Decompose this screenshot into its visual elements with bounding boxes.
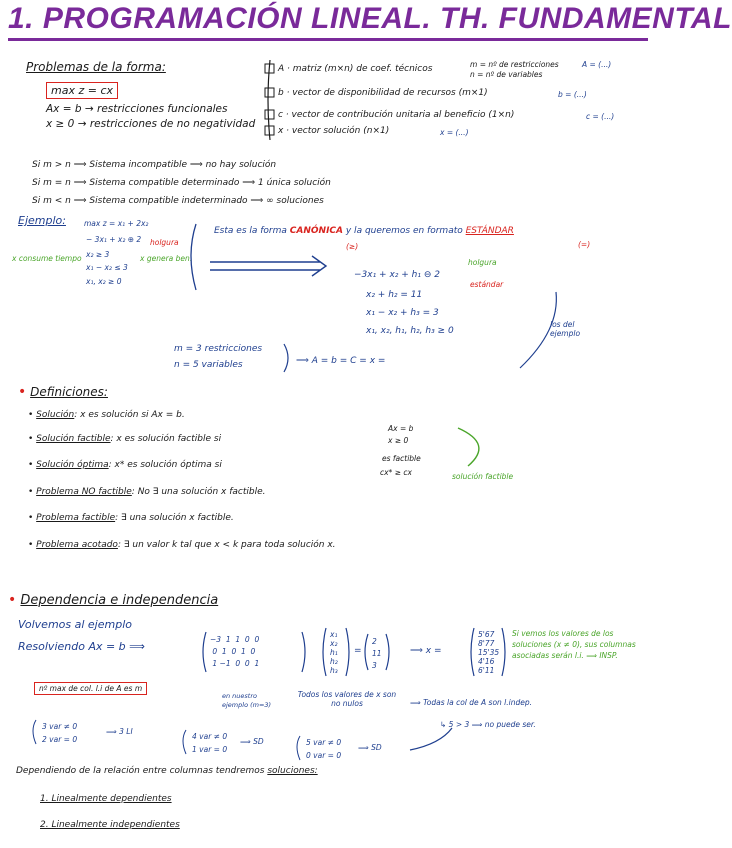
bvec-entry: 11	[372, 649, 382, 658]
mn-brace	[284, 344, 288, 372]
si-item-1: Si m > n ⟹ Sistema incompatible ⟹ no hay solución	[32, 160, 277, 170]
canonica-text1: Esta es la forma	[214, 226, 287, 236]
vector-b-example: b = (...)	[558, 90, 587, 99]
def-term: Problema acotado	[36, 540, 118, 550]
matrix-equation-labels: ⟹ A = b = C = x =	[296, 356, 386, 366]
matrix-row: 1 −1 0 0 1	[210, 659, 260, 668]
xsol-entry: 15'35	[478, 648, 500, 657]
sign-estandar: (=)	[578, 240, 591, 249]
canonica-text2: y la queremos en formato	[345, 226, 463, 236]
side-note-consume: x consume tiempo	[12, 254, 82, 263]
matrix-row: −3 1 1 0 0	[210, 635, 260, 644]
side-note-holgura: holgura	[150, 238, 179, 247]
def-term: Solución	[36, 410, 75, 420]
def-item-no-factible: • Problema NO factible: No ∃ una solución x factible.	[28, 487, 266, 497]
side-note-genera: x genera ben.	[140, 254, 193, 263]
def-item-factible: • Solución factible: x es solución factible si	[28, 434, 222, 444]
bvec-entry: 3	[372, 661, 377, 670]
option-dependientes-text: 1. Linealmente dependientes	[40, 794, 172, 804]
holgura-note: holgura	[468, 258, 497, 267]
equals-sign-1: =	[354, 646, 362, 656]
def-text: : x es solución si Ax = b.	[74, 410, 185, 420]
m-restricciones: m = 3 restricciones	[174, 344, 263, 354]
std-line-4: x₁, x₂, h₁, h₂, h₃ ≥ 0	[366, 326, 454, 336]
big-arrow-icon	[210, 256, 326, 276]
xsol-entry: 4'16	[478, 657, 495, 666]
def-item-solucion: • Solución: x es solución si Ax = b.	[28, 410, 185, 420]
vector-c-example: c = (...)	[586, 112, 615, 121]
case-line: 4 var ≠ 0	[192, 732, 228, 741]
xsol-entry: 5'67	[478, 630, 495, 639]
ejemplo-line-4: x₁ − x₂ ≤ 3	[86, 263, 128, 272]
case-line: 3 var ≠ 0	[42, 722, 78, 731]
arrow-to-x: ⟹ x =	[410, 646, 442, 656]
matrix-brackets	[203, 632, 305, 672]
def-b: b · vector de disponibilidad de recursos (m×1)	[278, 88, 488, 98]
estandar-word: ESTÁNDAR	[465, 226, 514, 236]
problemas-heading: Problemas de la forma:	[26, 60, 166, 74]
case-braces	[33, 720, 300, 760]
def-text: : No ∃ una solución x factible.	[131, 487, 266, 497]
def-A-brace2: n = nº de variables	[470, 70, 543, 79]
canonica-word: CANÓNICA	[289, 226, 343, 236]
xvec-entry: x₂	[330, 639, 338, 648]
estandar-note: estándar	[470, 280, 504, 289]
defs-bracket	[268, 60, 270, 140]
def-term: Solución factible	[36, 434, 111, 444]
si-item-3: Si m < n ⟹ Sistema compatible indeterminado ⟹ ∞ soluciones	[32, 196, 324, 206]
def-c: c · vector de contribución unitaria al beneficio (1×n)	[278, 110, 515, 120]
def-term: Problema factible	[36, 513, 116, 523]
restricciones-funcionales: Ax = b → restricciones funcionales	[46, 103, 228, 115]
xvec-entry: h₁	[330, 648, 338, 657]
bvec-brackets	[365, 634, 389, 670]
def-text: : x es solución factible si	[110, 434, 222, 444]
bvec-entry: 2	[372, 637, 377, 646]
def-term: Solución óptima	[36, 460, 109, 470]
marker-b-icon	[265, 88, 274, 97]
ejemplo-line-3: x₂ ≥ 3	[86, 250, 110, 259]
todos-valores-note: Todos los valores de x son no nulos	[297, 690, 397, 708]
volvemos-ejemplo: Volvemos al ejemplo	[18, 618, 132, 631]
matrix-row: 0 1 0 1 0	[210, 647, 256, 656]
n-variables: n = 5 variables	[174, 360, 243, 370]
green-curve-icon	[458, 428, 479, 466]
dependencia-heading-text: Dependencia e independencia	[20, 593, 219, 608]
def-text: : x* es solución óptima si	[108, 460, 222, 470]
dependiendo-text: Dependiendo de la relación entre columnas tendremos	[16, 766, 265, 776]
matrix-A-example: A = (...)	[582, 60, 612, 69]
vector-x-example: x = (...)	[440, 128, 469, 137]
ejemplo-line-2: − 3x₁ + x₂ ⊕ 2	[86, 235, 142, 244]
xsol-brackets	[471, 628, 505, 676]
bottom-arrow-icon	[410, 728, 452, 750]
page-title: 1. PROGRAMACIÓN LINEAL. TH. FUNDAMENTAL	[8, 2, 732, 35]
todas-columnas-note: ⟹ Todas la col de A son l.indep.	[410, 698, 533, 707]
xvec-brackets	[323, 628, 349, 676]
case-line: 5 var ≠ 0	[306, 738, 342, 747]
def-text: : ∃ una solución x factible.	[115, 513, 234, 523]
def-A-brace1: m = nº de restricciones	[470, 60, 559, 69]
nmax-box: nº max de col. l.i de A es m	[34, 682, 147, 695]
factible-brace-2: x ≥ 0	[388, 436, 409, 445]
green-note-li: Si vemos los valores de los soluciones (x ≠ 0), sus columnas asociadas serán l.i. ⟹ INSP.	[512, 629, 636, 660]
case-line: 1 var = 0	[192, 745, 228, 754]
case-2-result: ⟹ SD	[240, 737, 264, 746]
def-item-factible-problem: • Problema factible: ∃ una solución x factible.	[28, 513, 234, 523]
si-item-2: Si m = n ⟹ Sistema compatible determinado ⟹ 1 única solución	[32, 178, 331, 188]
resolviendo-text: Resolviendo Ax = b ⟹	[18, 640, 145, 653]
std-line-3: x₁ − x₂ + h₃ = 3	[366, 308, 439, 318]
optima-brace-1: es factible	[382, 454, 421, 463]
xvec-entry: x₁	[330, 630, 338, 639]
factible-brace-1: Ax = b	[388, 424, 414, 433]
xsol-entry: 8'77	[478, 639, 495, 648]
def-item-acotado: • Problema acotado: ∃ un valor k tal que x < k para toda solución x.	[28, 540, 336, 550]
case-1-result: ⟹ 3 LI	[106, 727, 133, 736]
todas-columnas-text: Todas la col de A son l.indep.	[423, 698, 533, 707]
ejemplo-line-5: x₁, x₂ ≥ 0	[86, 277, 122, 286]
max-formula-box: max z = cx	[46, 82, 118, 99]
del-ejemplo-note: los del ejemplo	[550, 320, 581, 338]
def-term: Problema NO factible	[36, 487, 132, 497]
xvec-entry: h₂	[330, 657, 338, 666]
sign-canonica: (≥)	[346, 242, 359, 251]
std-line-2: x₂ + h₂ = 11	[366, 290, 423, 300]
optima-brace-2: cx* ≥ cx	[380, 468, 412, 477]
xsol-entry: 6'11	[478, 666, 495, 675]
solucion-factible-note: solución factible	[452, 472, 514, 481]
marker-c-icon	[265, 110, 274, 119]
def-text: : ∃ un valor k tal que x < k para toda solución x.	[117, 540, 336, 550]
case-line: 0 var = 0	[306, 751, 342, 760]
curve-arrow-icon	[520, 292, 556, 368]
definiciones-heading-text: Definiciones:	[30, 385, 108, 399]
def-item-optima: • Solución óptima: x* es solución óptima si	[28, 460, 222, 470]
bullet-dot: •	[18, 384, 27, 400]
std-line-1: −3x₁ + x₂ + h₁ ⊖ 2	[354, 270, 440, 280]
ejemplo-line-1: max z = x₁ + 2x₂	[84, 219, 149, 228]
option-independientes-text: 2. Linealmente independientes	[40, 820, 180, 830]
case-line: 2 var = 0	[42, 735, 78, 744]
def-A-text: A · matriz (m×n) de coef. técnicos	[278, 64, 433, 74]
restricciones-no-negatividad: x ≥ 0 → restricciones de no negatividad	[46, 118, 256, 130]
case-3-result: ⟹ SD	[358, 743, 382, 752]
ejemplo-label: Ejemplo:	[18, 214, 66, 227]
soluciones-word: soluciones:	[267, 766, 318, 776]
five-greater-three-text: 5 > 3 ⟹ no puede ser.	[448, 720, 536, 729]
ejemplo-brace	[191, 224, 196, 290]
bullet-dot: •	[8, 592, 17, 608]
five-greater-three: ↳ 5 > 3 ⟹ no puede ser.	[440, 720, 536, 729]
en-nuestro-ejemplo: en nuestro ejemplo (m=3)	[222, 692, 272, 709]
xvec-entry: h₃	[330, 666, 338, 675]
def-x: x · vector solución (n×1)	[278, 126, 390, 136]
